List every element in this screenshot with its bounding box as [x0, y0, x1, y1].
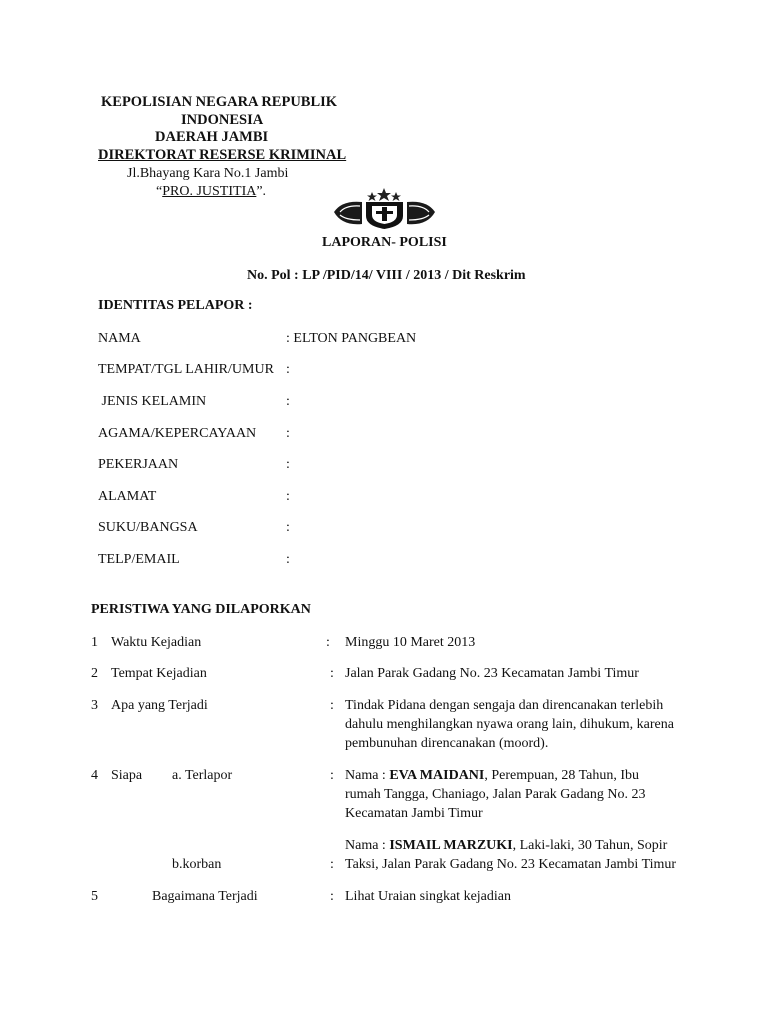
victim-prefix: Nama : — [345, 838, 390, 853]
field-label: JENIS KELAMIN — [98, 394, 207, 409]
victim-details: , Laki-laki, 30 Tahun, Sopir Taksi, Jalan Parak Gadang No. 23 Kecamatan Jambi Timur — [345, 838, 677, 872]
item-number: 4 — [91, 768, 98, 783]
motto-open-quote: “ — [156, 184, 163, 199]
reported-label: a. Terlapor — [172, 768, 233, 783]
incident-heading: PERISTIWA YANG DILAPORKAN — [91, 602, 311, 617]
field-value: : — [286, 552, 290, 567]
identity-heading: IDENTITAS PELAPOR : — [98, 298, 253, 313]
item-value: Lihat Uraian singkat kejadian — [345, 889, 511, 904]
field-value: : ELTON PANGBEAN — [286, 331, 417, 346]
institution-country: INDONESIA — [181, 112, 264, 128]
institution-name: KEPOLISIAN NEGARA REPUBLIK — [101, 94, 338, 110]
reported-details: , Perempuan, 28 Tahun, Ibu rumah Tangga, Chaniago, Jalan Parak Gadang No. 23 Kecamatan Jambi Timur — [345, 768, 646, 821]
field-label: SUKU/BANGSA — [98, 520, 198, 535]
item-number: 1 — [91, 635, 98, 650]
item-colon: : — [326, 635, 330, 650]
motto-text: PRO. JUSTITIA — [162, 184, 257, 199]
motto-close-quote: ”. — [256, 184, 267, 199]
item-label: Apa yang Terjadi — [111, 698, 208, 713]
field-value: : — [286, 520, 290, 535]
victim-label: b.korban — [172, 857, 222, 872]
field-value: : — [286, 426, 290, 441]
victim-name: ISMAIL MARZUKI — [389, 838, 513, 853]
field-label: ALAMAT — [98, 489, 157, 504]
field-value: : — [286, 457, 290, 472]
motto — [156, 184, 266, 200]
field-label: PEKERJAAN — [98, 457, 179, 472]
report-title: LAPORAN- POLISI — [322, 235, 447, 250]
field-value: : — [286, 362, 290, 377]
item-number: 3 — [91, 698, 98, 713]
item-number: 5 — [91, 889, 98, 904]
item-colon: : — [330, 857, 334, 872]
field-label: TEMPAT/TGL LAHIR/UMUR — [98, 362, 274, 377]
item-label: Bagaimana Terjadi — [152, 889, 258, 904]
police-emblem-icon — [332, 186, 437, 230]
item-number: 2 — [91, 666, 98, 681]
institution-address: Jl.Bhayang Kara No.1 Jambi — [127, 166, 289, 181]
item-colon: : — [330, 666, 334, 681]
item-value: Minggu 10 Maret 2013 — [345, 635, 476, 650]
reported-name: EVA MAIDANI — [389, 768, 485, 783]
item-colon: : — [330, 768, 334, 783]
reported-person — [345, 766, 655, 823]
field-label: TELP/EMAIL — [98, 552, 180, 567]
item-colon: : — [330, 698, 334, 713]
reported-prefix: Nama : — [345, 768, 390, 783]
victim-person — [345, 836, 685, 874]
item-label: Tempat Kejadian — [111, 666, 207, 681]
item-value: Tindak Pidana dengan sengaja dan direncanakan terlebih dahulu menghilangkan nyawa orang lain, dihukum, karena pembunuhan direncanakan (moord). — [345, 698, 674, 751]
item-label: Siapa — [111, 768, 143, 783]
field-label: NAMA — [98, 331, 141, 346]
institution-region: DAERAH JAMBI — [155, 129, 269, 145]
report-number: No. Pol : LP /PID/14/ VIII / 2013 / Dit Reskrim — [247, 268, 526, 283]
field-label: AGAMA/KEPERCAYAAN — [98, 426, 257, 441]
item-colon: : — [330, 889, 334, 904]
item-value: Jalan Parak Gadang No. 23 Kecamatan Jambi Timur — [345, 666, 639, 681]
field-value: : — [286, 394, 290, 409]
institution-directorate: DIREKTORAT RESERSE KRIMINAL — [98, 147, 347, 163]
item-label: Waktu Kejadian — [111, 635, 202, 650]
field-value: : — [286, 489, 290, 504]
